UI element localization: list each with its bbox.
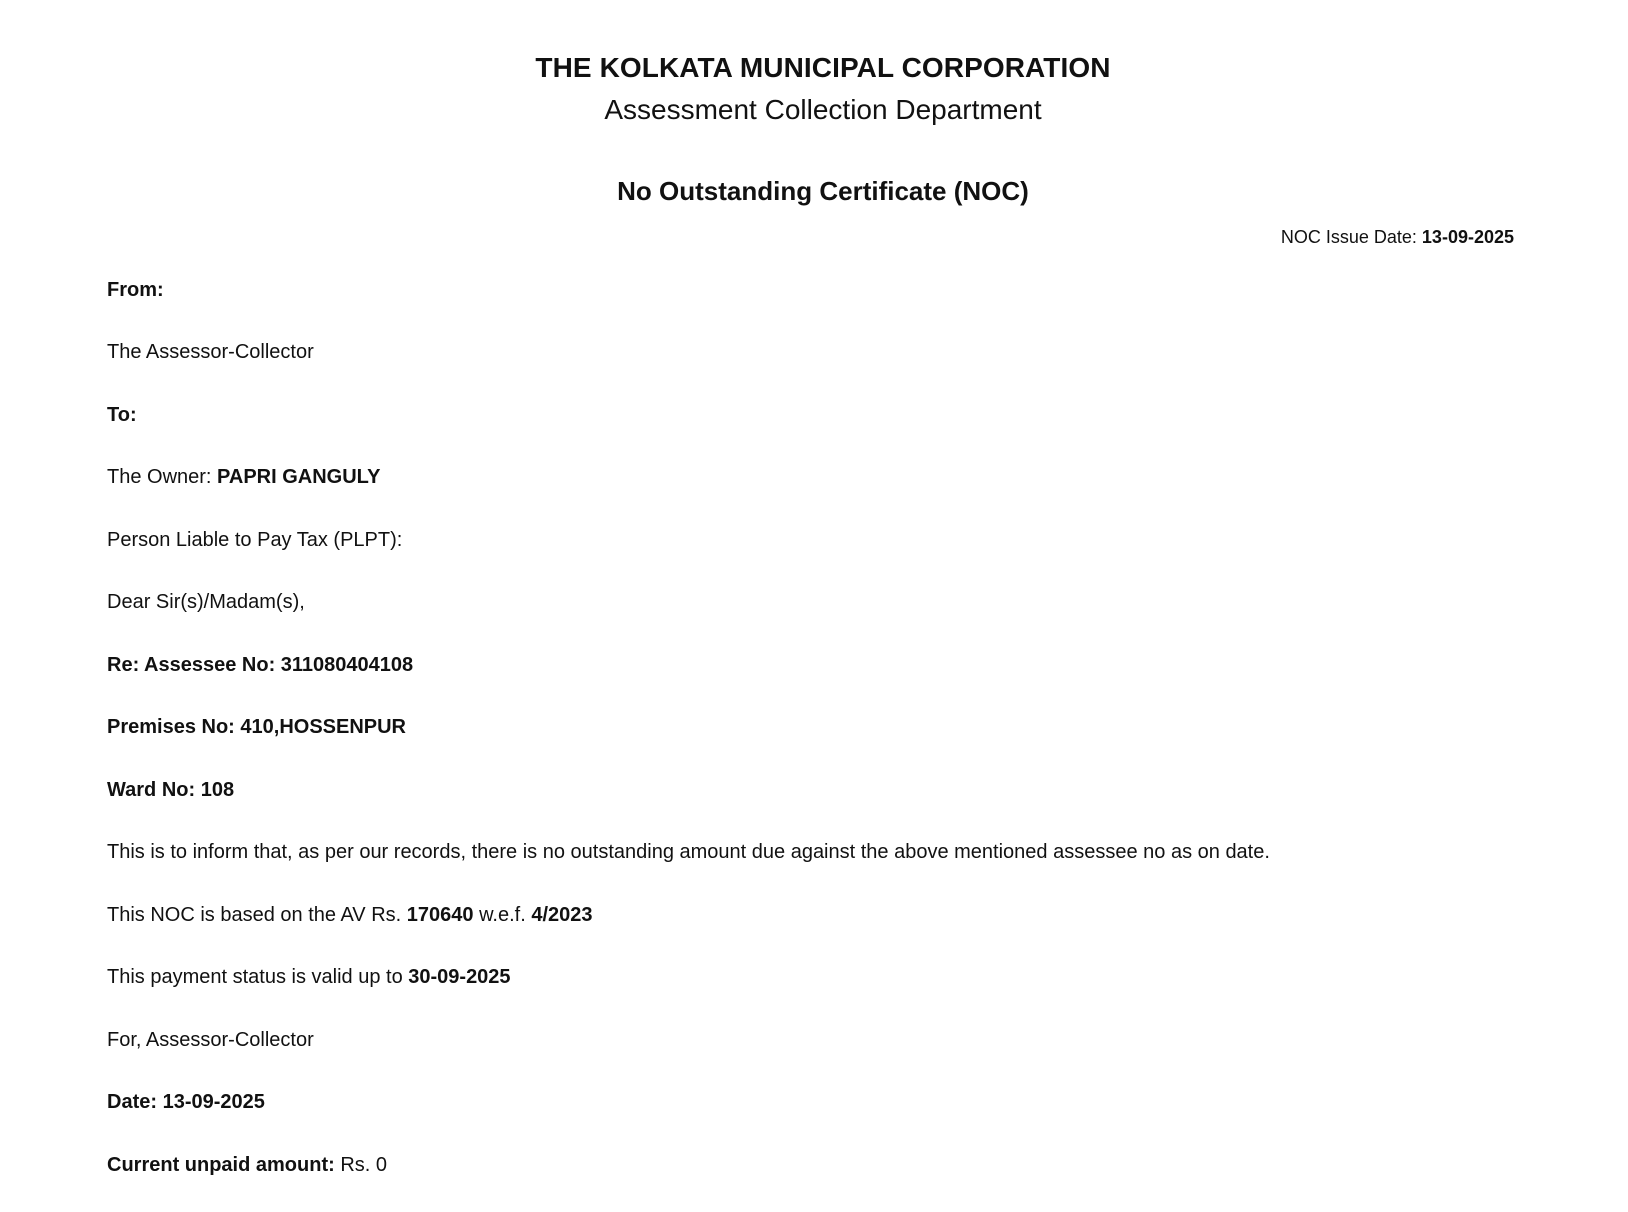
ward-number: Ward No: 108	[107, 779, 235, 801]
from-label: From:	[107, 279, 164, 301]
validity-line	[107, 966, 511, 989]
av-line	[107, 904, 593, 927]
department-name: Assessment Collection Department	[604, 94, 1042, 125]
validity-date: 30-09-2025	[408, 966, 511, 988]
to-label: To:	[107, 404, 137, 426]
av-prefix: This NOC is based on the AV Rs.	[107, 904, 407, 926]
av-value: 170640	[406, 904, 474, 926]
validity-prefix: This payment status is valid up to	[107, 966, 409, 988]
wef-text: w.e.f.	[473, 904, 532, 926]
owner-label: The Owner:	[107, 466, 218, 488]
issue-date-value: 13-09-2025	[1421, 227, 1514, 247]
inform-statement: This is to inform that, as per our records, there is no outstanding amount due against the above mentioned assessee no as on date.	[107, 841, 1270, 863]
wef-value: 4/2023	[531, 904, 593, 926]
owner-line	[107, 466, 380, 489]
unpaid-amount-line	[107, 1154, 387, 1177]
from-value: The Assessor-Collector	[107, 341, 314, 363]
organization-title: THE KOLKATA MUNICIPAL CORPORATION	[535, 52, 1111, 83]
owner-name: PAPRI GANGULY	[217, 466, 381, 488]
unpaid-value: Rs. 0	[334, 1154, 388, 1176]
document-title: No Outstanding Certificate (NOC)	[617, 176, 1029, 206]
issue-date	[1281, 227, 1514, 248]
unpaid-label: Current unpaid amount:	[107, 1154, 335, 1176]
premises-number: Premises No: 410,HOSSENPUR	[107, 716, 407, 738]
plpt-label: Person Liable to Pay Tax (PLPT):	[107, 529, 403, 551]
issue-date-label: NOC Issue Date:	[1280, 227, 1422, 247]
salutation: Dear Sir(s)/Madam(s),	[107, 591, 305, 613]
for-assessor-collector: For, Assessor-Collector	[107, 1029, 314, 1051]
signature-date: Date: 13-09-2025	[107, 1091, 265, 1113]
assessee-number: Re: Assessee No: 311080404108	[107, 654, 414, 676]
